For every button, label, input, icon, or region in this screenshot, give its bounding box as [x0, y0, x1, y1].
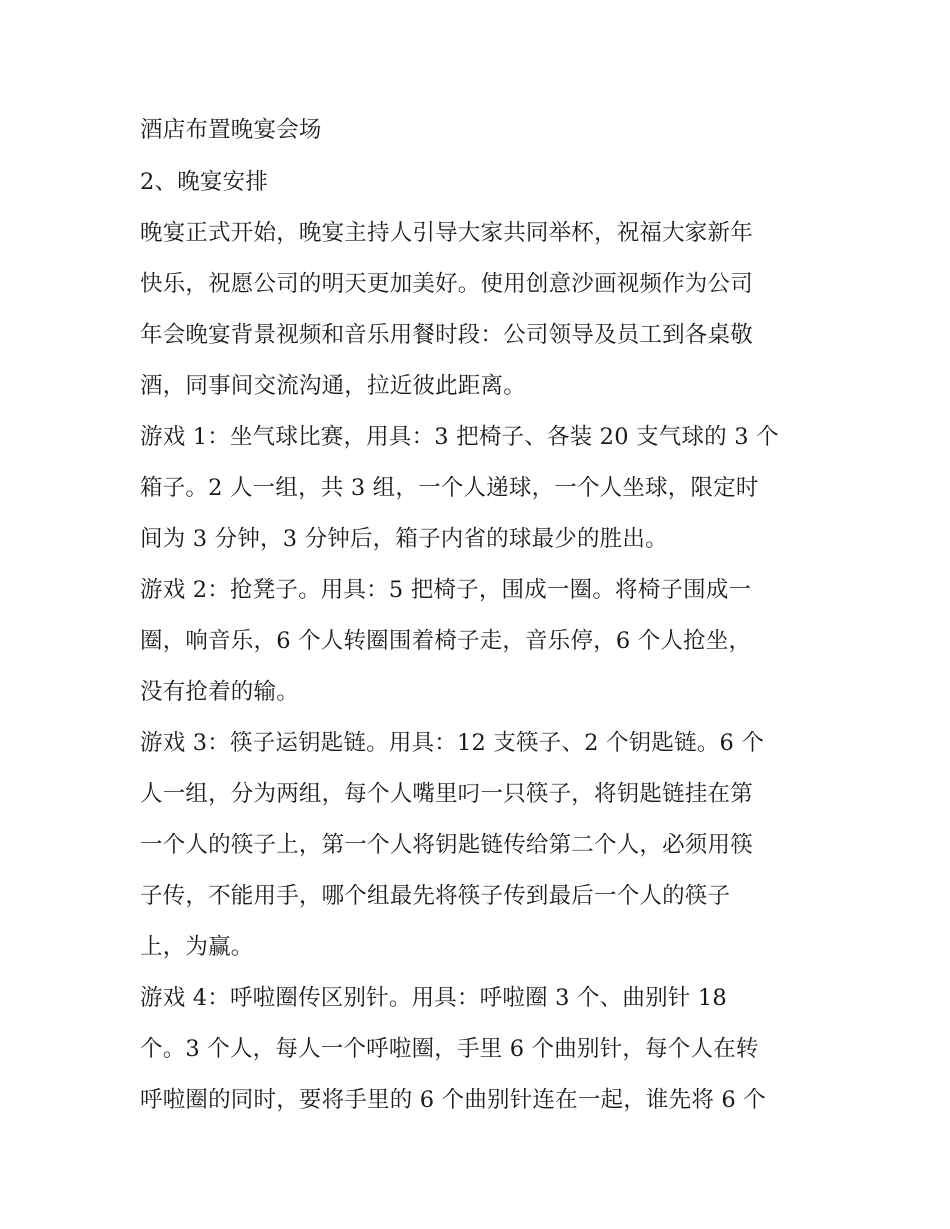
- text-line-game-1: 游戏 1：坐气球比赛，用具：3 把椅子、各装 20 支气球的 3 个: [140, 424, 779, 450]
- text-line-game-2: 游戏 2：抢凳子。用具：5 把椅子，围成一圈。将椅子围成一: [140, 577, 752, 603]
- heading-venue: 酒店布置晚宴会场: [140, 117, 322, 143]
- text-line-game-4: 游戏 4：呼啦圈传区别针。用具：呼啦圈 3 个、曲别针 18: [140, 985, 727, 1011]
- text-line: 酒，同事间交流沟通，拉近彼此距离。: [140, 373, 526, 399]
- text-line: 子传，不能用手，哪个组最先将筷子传到最后一个人的筷子: [140, 883, 731, 909]
- text-line: 晚宴正式开始，晚宴主持人引导大家共同举杯，祝福大家新年: [140, 220, 753, 246]
- text-line-game-3: 游戏 3：筷子运钥匙链。用具：12 支筷子、2 个钥匙链。6 个: [140, 730, 765, 756]
- text-line: 上，为赢。: [140, 934, 254, 960]
- text-line: 一个人的筷子上，第一个人将钥匙链传给第二个人，必须用筷: [140, 832, 753, 858]
- text-line: 间为 3 分钟，3 分钟后，箱子内省的球最少的胜出。: [140, 526, 668, 552]
- text-line: 圈，响音乐，6 个人转圈围着椅子走，音乐停，6 个人抢坐，: [140, 628, 752, 654]
- text-line: 个。3 个人，每人一个呼啦圈，手里 6 个曲别针，每个人在转: [140, 1036, 759, 1062]
- text-line: 没有抢着的输。: [140, 679, 299, 705]
- text-line: 人一组，分为两组，每个人嘴里叼一只筷子，将钥匙链挂在第: [140, 781, 753, 807]
- text-line: 快乐，祝愿公司的明天更加美好。使用创意沙画视频作为公司: [140, 271, 753, 297]
- text-line: 呼啦圈的同时，要将手里的 6 个曲别针连在一起，谁先将 6 个: [140, 1087, 766, 1113]
- heading-banquet-arrangement: 2、晚宴安排: [140, 169, 269, 195]
- text-line: 箱子。2 人一组，共 3 组，一个人递球，一个人坐球，限定时: [140, 475, 759, 501]
- text-line: 年会晚宴背景视频和音乐用餐时段：公司领导及员工到各桌敬: [140, 322, 753, 348]
